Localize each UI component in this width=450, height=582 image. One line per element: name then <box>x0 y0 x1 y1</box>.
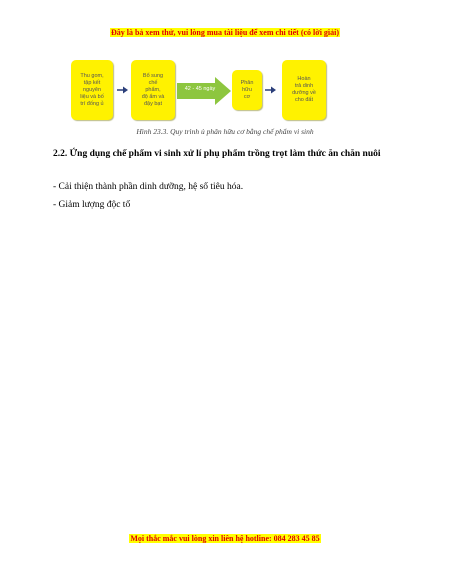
arrow-right-icon <box>265 85 277 95</box>
figure-caption: Hình 23.3. Quy trình ủ phân hữu cơ bằng chế phẩm vi sinh <box>136 127 314 136</box>
composting-process-diagram <box>0 60 450 122</box>
hotline-text: Mọi thắc mắc vui lòng xin liên hệ hotline: 084 283 45 85 <box>130 534 320 543</box>
bullet-item: - Giảm lượng độc tố <box>53 200 131 210</box>
arrow-right-icon <box>117 85 129 95</box>
bullet-item: - Cải thiện thành phần dinh dưỡng, hệ số tiêu hóa. <box>53 182 244 192</box>
preview-notice-text: Đây là bả xem thử, vui lòng mua tài liệu để xem chi tiết (có lời giải) <box>110 28 340 37</box>
step-collect-box: Thu gom, tập kết nguyên liệu và bố trí đống ủ <box>71 60 113 120</box>
step-organic-fertilizer-box: Phân hữu cơ <box>232 70 262 110</box>
hotline-banner <box>0 534 450 543</box>
step-add-product-box: Bổ sung chế phẩm, độ ẩm và đậy bạt <box>131 60 175 120</box>
section-heading: 2.2. Ứng dụng chế phẩm vi sinh xử lí phụ phẩm trồng trọt làm thức ăn chăn nuôi <box>53 149 381 159</box>
duration-label: 42 - 45 ngày <box>184 86 216 92</box>
preview-notice-banner <box>0 28 450 37</box>
step-return-nutrients-box: Hoàn trả dinh dưỡng về cho đất <box>282 60 326 120</box>
